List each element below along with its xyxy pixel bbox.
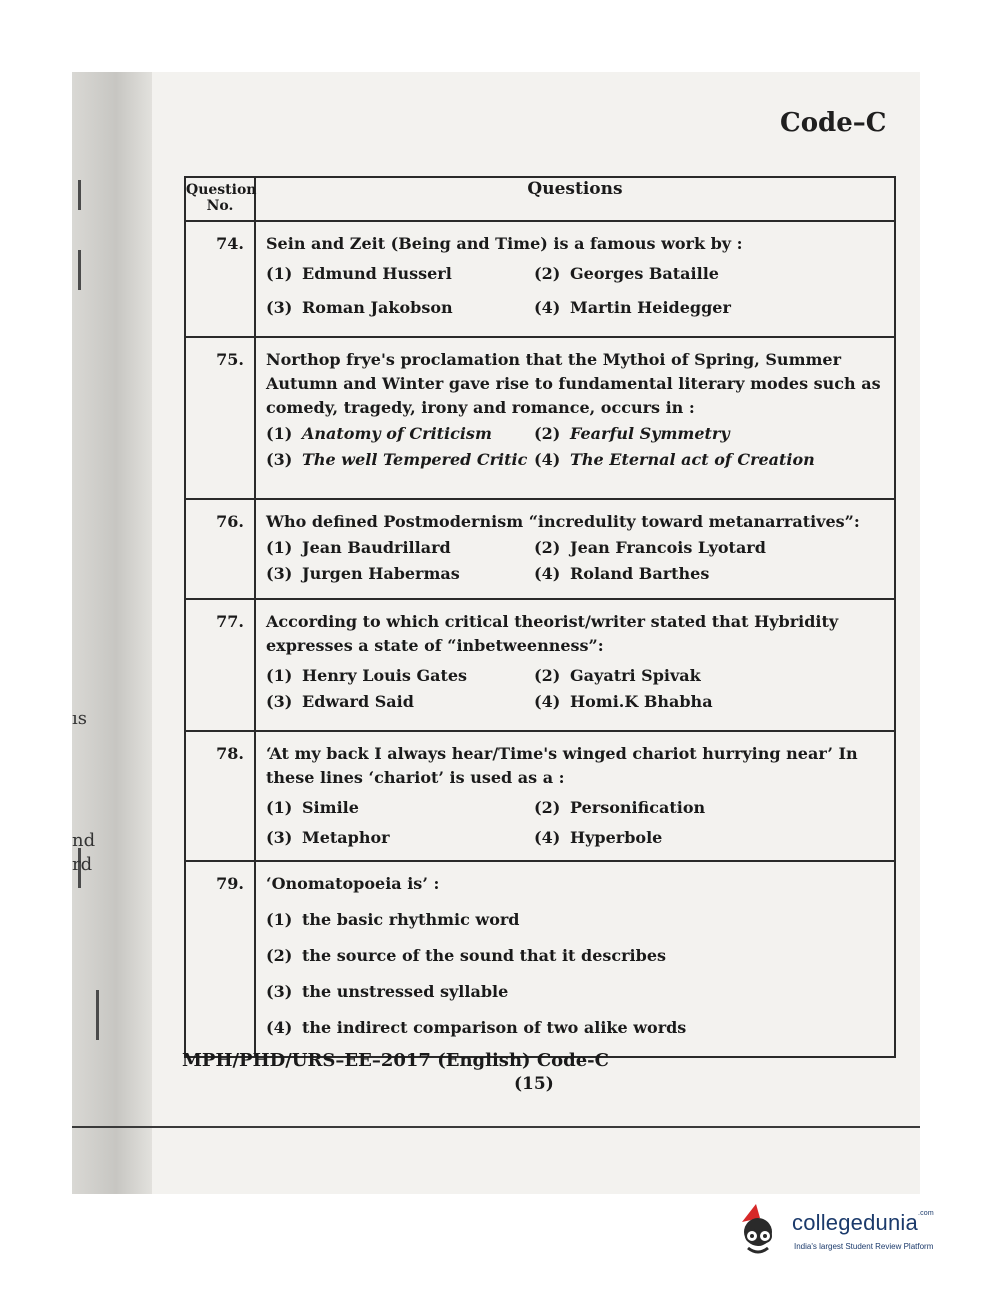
brand-name-suffix: .com: [917, 1210, 934, 1217]
option-item: [266, 262, 534, 286]
option-number: (2): [266, 946, 293, 965]
option-number: (2): [534, 538, 561, 557]
brand-name: collegedunia: [792, 1210, 918, 1235]
header-questions: Questions: [255, 177, 895, 221]
option-text: Edward Said: [302, 692, 414, 711]
option-text: the indirect comparison of two alike words: [302, 1018, 687, 1037]
option-text: Henry Louis Gates: [302, 666, 468, 685]
options-list: [266, 536, 888, 586]
page-binding-shadow: [72, 72, 152, 1194]
option-item: [266, 796, 534, 820]
header-question-no: Question No.: [185, 177, 255, 221]
option-item: [534, 296, 888, 320]
questions-table: [184, 176, 896, 1058]
option-number: (1): [266, 424, 293, 443]
option-item: [266, 826, 534, 850]
option-number: (3): [266, 982, 293, 1001]
page-bottom-rule: [72, 1126, 920, 1128]
option-item: [266, 562, 534, 586]
brand-tagline: India's largest Student Review Platform: [794, 1242, 934, 1251]
option-item: [534, 448, 888, 472]
option-number: (2): [534, 798, 561, 817]
option-text: Gayatri Spivak: [570, 666, 701, 685]
option-number: (4): [534, 298, 561, 317]
question-row: [185, 861, 895, 1057]
option-number: (4): [534, 450, 561, 469]
option-item: [534, 826, 888, 850]
option-text: Martin Heidegger: [570, 298, 731, 317]
option-text: the unstressed syllable: [302, 982, 509, 1001]
option-number: (3): [266, 564, 293, 583]
margin-fragment: nd: [72, 830, 96, 851]
option-item: [266, 536, 534, 560]
option-item: [266, 944, 888, 968]
option-number: (3): [266, 828, 293, 847]
option-text: The well Tempered Critic: [302, 450, 528, 469]
option-text: Homi.K Bhabha: [570, 692, 713, 711]
option-text: Fearful Symmetry: [570, 424, 730, 443]
question-text: ‘Onomatopoeia is’ :: [266, 874, 440, 893]
option-item: [534, 562, 888, 586]
mascot-icon: [736, 1202, 792, 1258]
question-text: Sein and Zeit (Being and Time) is a famous work by :: [266, 234, 743, 253]
option-text: Simile: [302, 798, 359, 817]
question-number: 74.: [185, 221, 255, 337]
option-text: Georges Bataille: [570, 264, 719, 283]
footer-code-line: MPH/PHD/URS–EE–2017 (English) Code-C: [182, 1050, 609, 1071]
gutter-line: [78, 250, 81, 290]
question-row: [185, 499, 895, 599]
margin-fragment: rd: [72, 854, 93, 875]
table-header-row: [185, 177, 895, 221]
option-text: Metaphor: [302, 828, 390, 847]
option-item: [266, 1016, 888, 1040]
options-list: [266, 262, 888, 320]
question-row: [185, 731, 895, 861]
question-row: [185, 599, 895, 731]
option-item: [266, 448, 534, 472]
option-item: [266, 690, 534, 714]
option-number: (4): [534, 564, 561, 583]
question-text: ‘At my back I always hear/Time's winged chariot hurrying near’ In these lines ‘chariot’ is used as a :: [266, 744, 858, 787]
option-item: [266, 422, 534, 446]
option-text: The Eternal act of Creation: [570, 450, 815, 469]
option-number: (1): [266, 666, 293, 685]
option-item: [266, 664, 534, 688]
gutter-line: [96, 990, 99, 1040]
gutter-line: [78, 180, 81, 210]
options-list: [266, 796, 888, 850]
option-item: [534, 422, 888, 446]
question-text: Northop frye's proclamation that the Mythoi of Spring, Summer Autumn and Winter gave rise to fundamental literary modes such as comedy, tragedy, irony and romance, occurs in :: [266, 350, 881, 417]
option-number: (4): [534, 692, 561, 711]
question-text: Who defined Postmodernism “incredulity toward metanarratives”:: [266, 512, 860, 531]
option-item: [534, 664, 888, 688]
option-number: (1): [266, 264, 293, 283]
options-list: [266, 422, 888, 472]
option-text: the basic rhythmic word: [302, 910, 520, 929]
option-text: Jurgen Habermas: [302, 564, 460, 583]
option-item: [266, 980, 888, 1004]
option-number: (2): [534, 424, 561, 443]
option-item: [266, 296, 534, 320]
question-number: 79.: [185, 861, 255, 1057]
question-number: 78.: [185, 731, 255, 861]
option-text: Hyperbole: [570, 828, 663, 847]
question-row: [185, 337, 895, 499]
option-text: Jean Baudrillard: [302, 538, 451, 557]
margin-fragment: ıs: [72, 708, 87, 729]
page-code: Code–C: [780, 108, 887, 138]
questions-body: [185, 221, 895, 1057]
brand-logo: [736, 1202, 966, 1262]
option-text: Roland Barthes: [570, 564, 710, 583]
question-body: [255, 221, 895, 337]
question-body: [255, 499, 895, 599]
option-number: (3): [266, 298, 293, 317]
page-number: (15): [514, 1074, 554, 1094]
option-number: (4): [534, 828, 561, 847]
option-number: (4): [266, 1018, 293, 1037]
option-number: (3): [266, 692, 293, 711]
option-text: Anatomy of Criticism: [302, 424, 492, 443]
option-number: (2): [534, 264, 561, 283]
question-number: 77.: [185, 599, 255, 731]
option-number: (2): [534, 666, 561, 685]
options-list: [266, 908, 888, 1040]
option-text: Edmund Husserl: [302, 264, 452, 283]
question-body: [255, 731, 895, 861]
option-text: Roman Jakobson: [302, 298, 453, 317]
option-item: [534, 796, 888, 820]
option-number: (1): [266, 910, 293, 929]
option-item: [266, 908, 888, 932]
question-number: 75.: [185, 337, 255, 499]
option-item: [534, 262, 888, 286]
question-text: According to which critical theorist/writer stated that Hybridity expresses a state of “inbetweenness”:: [266, 612, 839, 655]
option-number: (3): [266, 450, 293, 469]
question-number: 76.: [185, 499, 255, 599]
options-list: [266, 664, 888, 714]
option-text: the source of the sound that it describes: [302, 946, 666, 965]
question-row: [185, 221, 895, 337]
option-text: Personification: [570, 798, 706, 817]
question-body: [255, 861, 895, 1057]
question-body: [255, 337, 895, 499]
option-number: (1): [266, 798, 293, 817]
question-body: [255, 599, 895, 731]
option-item: [534, 536, 888, 560]
option-number: (1): [266, 538, 293, 557]
option-item: [534, 690, 888, 714]
option-text: Jean Francois Lyotard: [570, 538, 766, 557]
